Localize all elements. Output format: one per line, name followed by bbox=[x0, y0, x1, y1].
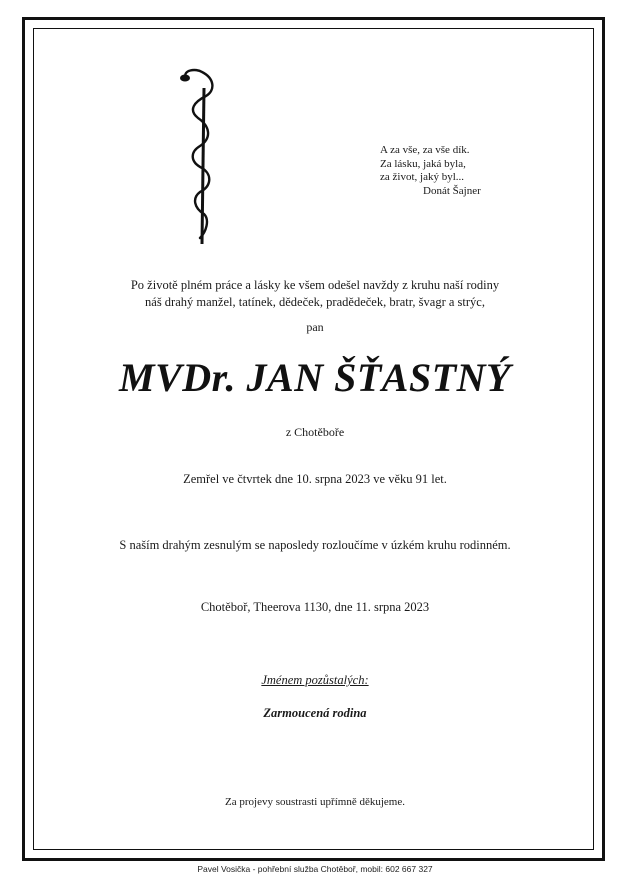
quote-author: Donát Šajner bbox=[423, 184, 481, 197]
thanks-text: Za projevy soustrasti upřímně děkujeme. bbox=[225, 796, 405, 808]
salutation: pan bbox=[306, 320, 324, 334]
death-notice: Zemřel ve čtvrtek dne 10. srpna 2023 ve věku 91 let. bbox=[183, 472, 447, 486]
family-signature: Zarmoucená rodina bbox=[263, 706, 367, 720]
quote-line: A za vše, za vše dík. bbox=[380, 144, 470, 156]
quote-line: Za lásku, jaká byla, bbox=[380, 157, 466, 170]
quote-line: za život, jaký byl... bbox=[380, 171, 465, 183]
intro-line: náš drahý manžel, tatínek, dědeček, pradědeček, bratr, švagr a strýc, bbox=[145, 295, 485, 309]
footer-funeral-service: Pavel Vosička - pohřební služba Chotěboř, mobil: 602 667 327 bbox=[197, 864, 433, 874]
place-date: Chotěboř, Theerova 1130, dne 11. srpna 2023 bbox=[200, 600, 430, 614]
origin-text: z Chotěboře bbox=[285, 425, 345, 439]
intro-line: Po životě plném práce a lásky ke všem odešel navždy z kruhu naší rodiny bbox=[130, 278, 500, 292]
quote-block bbox=[380, 144, 481, 198]
deceased-name: MVDr. JAN ŠŤASTNÝ bbox=[119, 355, 511, 400]
farewell-text: S naším drahým zesnulým se naposledy rozloučíme v úzkém kruhu rodinném. bbox=[119, 538, 511, 552]
intro-text bbox=[36, 277, 594, 311]
rod-of-asclepius-icon bbox=[172, 66, 232, 248]
on-behalf-label: Jménem pozůstalých: bbox=[261, 673, 369, 687]
